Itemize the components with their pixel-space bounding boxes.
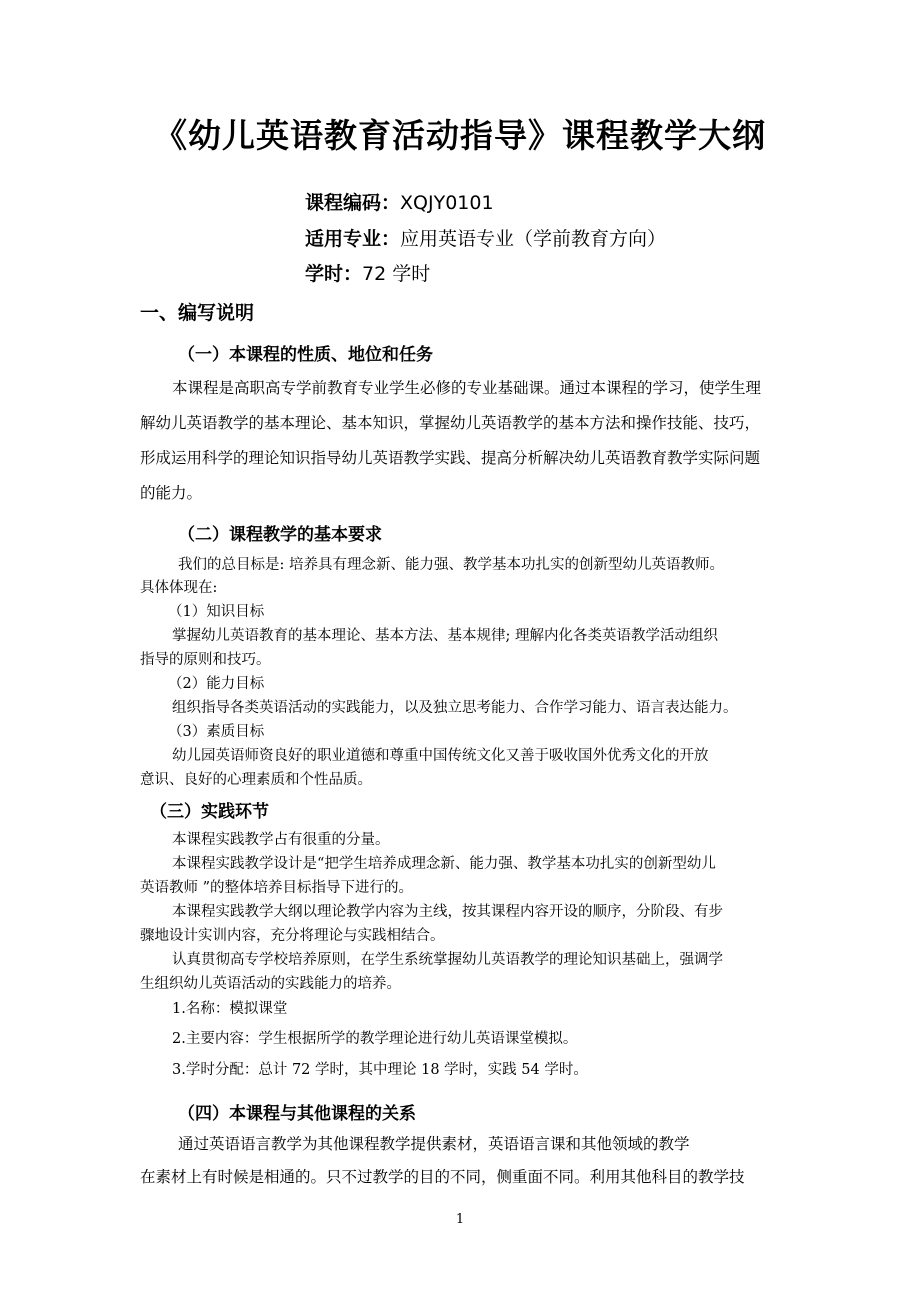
paragraph-line: 生组织幼儿英语活动的实践能力的培养。 [140,976,401,992]
paragraph-line: 英语教师 ”的整体培养目标指导下进行的。 [140,880,414,896]
paragraph-line: 本课程实践教学大纲以理论教学内容为主线，按其课程内容开设的顺序，分阶段、有步 [172,904,723,920]
goal-label-ability: （2）能力目标 [168,676,265,692]
paragraph-line: 意识、良好的心理素质和个性品质。 [140,772,372,788]
practice-item-content: 2.主要内容：学生根据所学的教学理论进行幼儿英语课堂模拟。 [172,1031,578,1047]
course-code [305,188,494,215]
practice-item-hours: 3.学时分配：总计 72 学时，其中理论 18 学时，实践 54 学时。 [172,1062,588,1078]
paragraph-line: 具体体现在: [140,580,218,596]
subsection-heading-practice: （三）实践环节 [150,802,269,822]
subsection-heading-requirements: （二）课程教学的基本要求 [178,525,382,545]
paragraph-line: 本课程实践教学设计是“把学生培养成理念新、能力强、教学基本功扎实的创新型幼儿 [172,856,716,872]
paragraph-line: 的能力。 [140,484,203,502]
paragraph-line: 解幼儿英语教学的基本理论、基本知识，掌握幼儿英语教学的基本方法和操作技能、技巧， [140,414,761,432]
course-hours [305,259,430,286]
practice-item-name: 1.名称：模拟课堂 [172,1001,288,1017]
applicable-major [305,224,666,251]
subsection-heading-relations: （四）本课程与其他课程的关系 [178,1104,416,1124]
paragraph-line: 组织指导各类英语活动的实践能力，以及独立思考能力、合作学习能力、语言表达能力。 [172,700,738,716]
section-heading-writing-notes: 一、编写说明 [140,302,255,324]
course-code-label: 课程编码： [305,192,401,214]
subsection-heading-nature: （一）本课程的性质、地位和任务 [178,345,433,365]
paragraph-line: 掌握幼儿英语教育的基本理论、基本方法、基本规律; 理解内化各类英语教学活动组织 [172,628,718,644]
paragraph-line: 在素材上有时候是相通的。只不过教学的目的不同，侧重面不同。利用其他科目的教学技 [140,1168,745,1186]
hours-value: 72 学时 [362,263,431,285]
paragraph-line: 认真贯彻高专学校培养原则，在学生系统掌握幼儿英语教学的理论知识基础上，强调学 [172,952,723,968]
document-title: 《幼儿英语教育活动指导》课程教学大纲 [154,116,766,155]
paragraph-line: 形成运用科学的理论知识指导幼儿英语教学实践、提高分析解决幼儿英语教育教学实际问题 [140,449,761,467]
major-label: 适用专业： [305,228,401,250]
paragraph-line: 我们的总目标是: 培养具有理念新、能力强、教学基本功扎实的创新型幼儿英语教师。 [178,557,724,573]
paragraph-line: 通过英语语言教学为其他课程教学提供素材，英语语言课和其他领域的教学 [178,1135,690,1153]
hours-label: 学时： [305,263,363,285]
paragraph-line: 指导的原则和技巧。 [140,652,271,668]
major-value: 应用英语专业（学前教育方向） [400,228,667,250]
paragraph-line: 骤地设计实训内容，充分将理论与实践相结合。 [140,928,445,944]
course-code-value: XQJY0101 [400,192,494,214]
paragraph-line: 本课程是高职高专学前教育专业学生必修的专业基础课。通过本课程的学习，使学生理 [172,379,762,397]
paragraph-line: 本课程实践教学占有很重的分量。 [172,832,390,848]
paragraph-line: 幼儿园英语师资良好的职业道德和尊重中国传统文化又善于吸收国外优秀文化的开放 [172,748,709,764]
goal-label-quality: （3）素质目标 [168,724,265,740]
goal-label-knowledge: （1）知识目标 [168,604,265,620]
page-number: 1 [455,1212,465,1227]
